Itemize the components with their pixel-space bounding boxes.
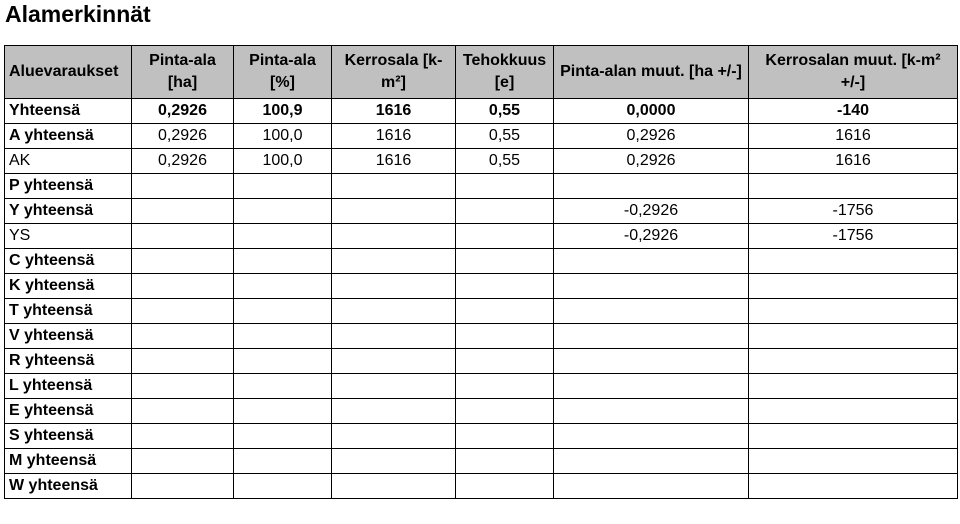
table-cell bbox=[554, 474, 749, 499]
table-row bbox=[5, 449, 958, 474]
table-row bbox=[5, 274, 958, 299]
table-cell bbox=[132, 174, 234, 199]
table-row bbox=[5, 374, 958, 399]
table-cell bbox=[132, 324, 234, 349]
table-cell bbox=[132, 399, 234, 424]
table-row bbox=[5, 474, 958, 499]
table-cell bbox=[456, 474, 554, 499]
row-label: YS bbox=[5, 224, 132, 249]
page-title: Alamerkinnät bbox=[5, 1, 151, 27]
table-cell bbox=[554, 174, 749, 199]
table-cell bbox=[332, 449, 456, 474]
table-cell bbox=[749, 174, 958, 199]
row-label: K yhteensä bbox=[5, 274, 132, 299]
table-cell: 1616 bbox=[749, 124, 958, 149]
table-cell bbox=[554, 299, 749, 324]
table-cell bbox=[749, 374, 958, 399]
row-label: Yhteensä bbox=[5, 99, 132, 124]
table-cell: 100,9 bbox=[234, 99, 332, 124]
table-cell: -1756 bbox=[749, 224, 958, 249]
table-cell bbox=[749, 399, 958, 424]
table-cell bbox=[456, 374, 554, 399]
table-row bbox=[5, 349, 958, 374]
table-cell bbox=[132, 349, 234, 374]
table-cell bbox=[749, 324, 958, 349]
table-cell bbox=[234, 199, 332, 224]
header-row bbox=[5, 46, 958, 99]
table-cell: 0,2926 bbox=[132, 124, 234, 149]
table-cell bbox=[234, 324, 332, 349]
table-cell bbox=[332, 174, 456, 199]
table-row bbox=[5, 399, 958, 424]
land-use-table bbox=[4, 45, 958, 499]
table-cell: 0,2926 bbox=[132, 99, 234, 124]
table-row bbox=[5, 249, 958, 274]
table-cell bbox=[332, 199, 456, 224]
table-cell bbox=[234, 374, 332, 399]
table-cell bbox=[132, 199, 234, 224]
column-header: Pinta-ala [ha] bbox=[132, 46, 234, 99]
table-cell bbox=[749, 274, 958, 299]
table-cell bbox=[749, 474, 958, 499]
table-cell bbox=[456, 449, 554, 474]
table-cell: 1616 bbox=[332, 149, 456, 174]
table-cell: 100,0 bbox=[234, 124, 332, 149]
column-header: Kerrosala [k-m²] bbox=[332, 46, 456, 99]
table-cell bbox=[554, 349, 749, 374]
table-cell: 0,55 bbox=[456, 99, 554, 124]
row-label: AK bbox=[5, 149, 132, 174]
table-cell bbox=[132, 299, 234, 324]
table-cell bbox=[456, 299, 554, 324]
table-cell bbox=[456, 424, 554, 449]
table-cell bbox=[554, 274, 749, 299]
column-header: Pinta-ala [%] bbox=[234, 46, 332, 99]
table-row bbox=[5, 174, 958, 199]
row-label: V yhteensä bbox=[5, 324, 132, 349]
table-cell bbox=[749, 249, 958, 274]
table-cell bbox=[456, 274, 554, 299]
table-cell bbox=[132, 224, 234, 249]
table-cell bbox=[234, 249, 332, 274]
table-cell bbox=[234, 399, 332, 424]
table-cell bbox=[332, 399, 456, 424]
row-label: C yhteensä bbox=[5, 249, 132, 274]
table-cell: 1616 bbox=[332, 124, 456, 149]
table-cell: 0,2926 bbox=[554, 124, 749, 149]
table-cell: 1616 bbox=[332, 99, 456, 124]
table-row bbox=[5, 299, 958, 324]
row-label: L yhteensä bbox=[5, 374, 132, 399]
row-label: Y yhteensä bbox=[5, 199, 132, 224]
row-label: M yhteensä bbox=[5, 449, 132, 474]
table-cell bbox=[554, 249, 749, 274]
table-cell bbox=[456, 199, 554, 224]
table-cell bbox=[332, 224, 456, 249]
table-cell bbox=[234, 449, 332, 474]
table-cell bbox=[332, 249, 456, 274]
table-row bbox=[5, 224, 958, 249]
table-cell: -0,2926 bbox=[554, 199, 749, 224]
column-header: Aluevaraukset bbox=[5, 46, 132, 99]
table-cell bbox=[332, 324, 456, 349]
table-cell bbox=[749, 424, 958, 449]
table-cell bbox=[234, 424, 332, 449]
table-cell bbox=[132, 374, 234, 399]
table-cell bbox=[132, 249, 234, 274]
table-cell bbox=[132, 474, 234, 499]
table-cell bbox=[234, 174, 332, 199]
table-row bbox=[5, 199, 958, 224]
table-cell bbox=[332, 299, 456, 324]
table-cell bbox=[554, 399, 749, 424]
table-cell: -140 bbox=[749, 99, 958, 124]
row-label: S yhteensä bbox=[5, 424, 132, 449]
table-cell bbox=[332, 424, 456, 449]
table-cell bbox=[456, 349, 554, 374]
table-cell bbox=[456, 324, 554, 349]
row-label: T yhteensä bbox=[5, 299, 132, 324]
table-cell bbox=[456, 224, 554, 249]
table-cell bbox=[332, 274, 456, 299]
table-cell: 0,55 bbox=[456, 149, 554, 174]
row-label: A yhteensä bbox=[5, 124, 132, 149]
row-label: P yhteensä bbox=[5, 174, 132, 199]
table-cell bbox=[749, 449, 958, 474]
table-row bbox=[5, 324, 958, 349]
table-cell bbox=[554, 449, 749, 474]
table-cell bbox=[332, 349, 456, 374]
table-cell bbox=[132, 449, 234, 474]
table-cell bbox=[456, 174, 554, 199]
column-header: Pinta-alan muut. [ha +/-] bbox=[554, 46, 749, 99]
table-cell bbox=[332, 374, 456, 399]
table-row bbox=[5, 424, 958, 449]
table-row bbox=[5, 124, 958, 149]
table-cell bbox=[332, 474, 456, 499]
table-row bbox=[5, 149, 958, 174]
table-cell: 0,2926 bbox=[554, 149, 749, 174]
table-cell: 1616 bbox=[749, 149, 958, 174]
table-cell bbox=[456, 399, 554, 424]
table-cell: -0,2926 bbox=[554, 224, 749, 249]
table-cell: 0,2926 bbox=[132, 149, 234, 174]
table-cell bbox=[132, 274, 234, 299]
row-label: E yhteensä bbox=[5, 399, 132, 424]
column-header: Tehokkuus [e] bbox=[456, 46, 554, 99]
table-cell bbox=[554, 424, 749, 449]
table-cell bbox=[456, 249, 554, 274]
table-cell bbox=[234, 224, 332, 249]
table-cell bbox=[749, 349, 958, 374]
table-cell bbox=[554, 324, 749, 349]
table-cell: -1756 bbox=[749, 199, 958, 224]
table-cell bbox=[132, 424, 234, 449]
table-cell bbox=[234, 274, 332, 299]
table-cell: 0,55 bbox=[456, 124, 554, 149]
table-row bbox=[5, 99, 958, 124]
row-label: R yhteensä bbox=[5, 349, 132, 374]
column-header: Kerrosalan muut. [k-m² +/-] bbox=[749, 46, 958, 99]
table-cell: 100,0 bbox=[234, 149, 332, 174]
table-cell bbox=[234, 349, 332, 374]
table-cell bbox=[749, 299, 958, 324]
table-cell bbox=[234, 474, 332, 499]
row-label: W yhteensä bbox=[5, 474, 132, 499]
table-cell bbox=[234, 299, 332, 324]
table-cell bbox=[554, 374, 749, 399]
table-cell: 0,0000 bbox=[554, 99, 749, 124]
